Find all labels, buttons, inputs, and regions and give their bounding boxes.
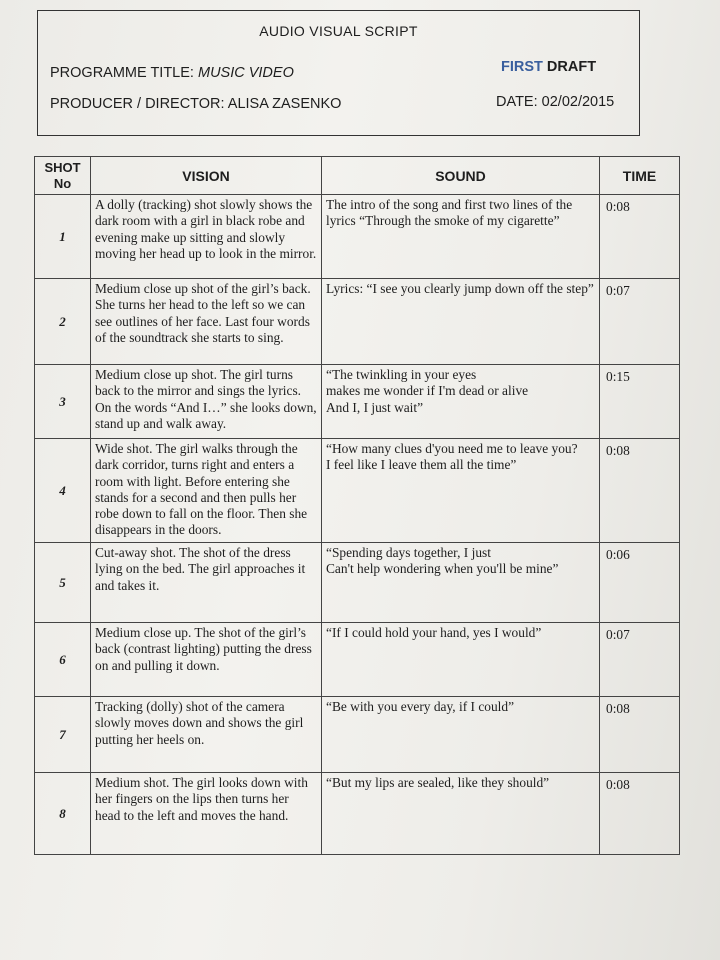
sound-cell <box>322 279 600 365</box>
shot-number: 4 <box>35 439 91 543</box>
producer-director <box>50 96 341 112</box>
time-cell: 0:08 <box>600 697 680 773</box>
shot-number: 5 <box>35 543 91 623</box>
column-header-shot: SHOT No <box>35 157 91 195</box>
shot-number: 6 <box>35 623 91 697</box>
sound-cell <box>322 365 600 439</box>
programme-value: MUSIC VIDEO <box>197 65 294 81</box>
vision-cell: Cut-away shot. The shot of the dress lying on the bed. The girl approaches it and takes it. <box>91 543 322 623</box>
sound-cell <box>322 195 600 279</box>
time-cell: 0:08 <box>600 195 680 279</box>
time-cell: 0:07 <box>600 279 680 365</box>
script-date <box>496 94 614 110</box>
vision-cell: Wide shot. The girl walks through the dark corridor, turns right and enters a room with light. Before entering she stands for a second and then pulls her robe down to fall on the floor. Then she disappears in the doors. <box>91 439 322 543</box>
vision-cell: Medium close up. The shot of the girl’s back (contrast lighting) putting the dress on and pulling it down. <box>91 623 322 697</box>
vision-cell: Tracking (dolly) shot of the camera slowly moves down and shows the girl putting her heels on. <box>91 697 322 773</box>
producer-value: ALISA ZASENKO <box>227 96 342 112</box>
programme-label: PROGRAMME TITLE: <box>50 65 194 81</box>
sound-cell <box>322 697 600 773</box>
sound-line: “But my lips are sealed, like they should” <box>326 775 550 790</box>
vision-cell: Medium close up shot. The girl turns back to the mirror and sings the lyrics. On the words “And I…” she looks down, stand up and walk away. <box>91 365 322 439</box>
table-row <box>35 439 680 543</box>
document-title: AUDIO VISUAL SCRIPT <box>259 23 418 39</box>
column-header-sound: SOUND <box>322 157 600 195</box>
draft-label: DRAFT <box>546 59 597 75</box>
draft-first: FIRST <box>501 59 543 75</box>
shot-number: 8 <box>35 773 91 855</box>
table-row <box>35 365 680 439</box>
sound-cell <box>322 439 600 543</box>
sound-line: I feel like I leave them all the time” <box>326 457 517 473</box>
sound-line: “If I could hold your hand, yes I would” <box>326 625 542 640</box>
sound-line: “How many clues d'you need me to leave you? <box>326 441 578 456</box>
table-row <box>35 697 680 773</box>
table-header-row <box>35 157 680 195</box>
vision-cell: A dolly (tracking) shot slowly shows the dark room with a girl in black robe and evening make up sitting and slowly moving her head up to look in the mirror. <box>91 195 322 279</box>
date-value: 02/02/2015 <box>541 94 615 110</box>
shot-number: 3 <box>35 365 91 439</box>
vision-cell: Medium shot. The girl looks down with her fingers on the lips then turns her head to the left and moves the hand. <box>91 773 322 855</box>
draft-status <box>501 59 596 75</box>
table-row <box>35 195 680 279</box>
sound-line: “Spending days together, I just <box>326 545 491 560</box>
sound-line: The intro of the song and first two lines of the lyrics “Through the smoke of my cigarette” <box>326 197 573 229</box>
sound-line: “Be with you every day, if I could” <box>326 699 515 714</box>
table-row <box>35 543 680 623</box>
producer-label: PRODUCER / DIRECTOR: <box>50 96 225 112</box>
sound-line: “The twinkling in your eyes <box>326 367 477 382</box>
shot-number: 7 <box>35 697 91 773</box>
sound-cell <box>322 543 600 623</box>
script-header <box>37 10 640 136</box>
date-label: DATE: <box>496 94 538 110</box>
script-table <box>34 156 680 855</box>
sound-line: makes me wonder if I'm dead or alive <box>326 383 529 399</box>
sound-line: Lyrics: “I see you clearly jump down off the step” <box>326 281 594 296</box>
vision-cell: Medium close up shot of the girl’s back. She turns her head to the left so we can see outlines of her face. Last four words of the soundtrack she starts to sing. <box>91 279 322 365</box>
table-row <box>35 623 680 697</box>
time-cell: 0:07 <box>600 623 680 697</box>
programme-title <box>50 65 294 81</box>
time-cell: 0:08 <box>600 439 680 543</box>
sound-line: Can't help wondering when you'll be mine” <box>326 561 559 577</box>
time-cell: 0:06 <box>600 543 680 623</box>
table-row <box>35 773 680 855</box>
sound-line: And I, I just wait” <box>326 399 424 415</box>
shot-number: 2 <box>35 279 91 365</box>
shot-number: 1 <box>35 195 91 279</box>
time-cell: 0:15 <box>600 365 680 439</box>
table-row <box>35 279 680 365</box>
sound-cell <box>322 623 600 697</box>
time-cell: 0:08 <box>600 773 680 855</box>
sound-cell <box>322 773 600 855</box>
column-header-time: TIME <box>600 157 680 195</box>
column-header-vision: VISION <box>91 157 322 195</box>
